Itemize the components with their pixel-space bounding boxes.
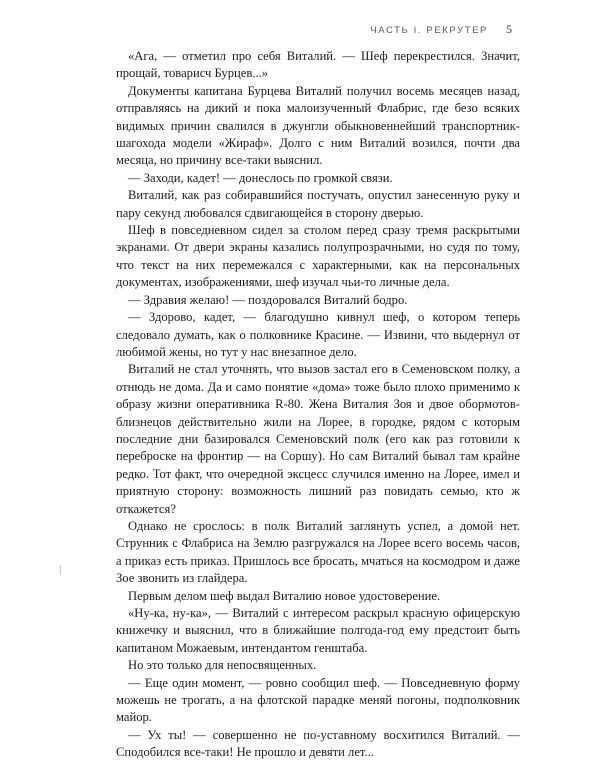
paragraph: Однако не срослось: в полк Виталий заглянуть успел, а домой нет. Струнник с Флабриса на Землю разгружался на Лорее всего восемь часов, а приказ есть приказ. Пришлось все бросать, мчаться на космодром и даже Зое звонить из глайдера. xyxy=(116,518,520,586)
chapter-title: ЧАСТЬ I. РЕКРУТЕР xyxy=(370,25,488,36)
paragraph: — Здорово, кадет, — благодушно кивнул шеф, о котором теперь следовало думать, как о полковнике Красине. — Извини, что выдернул от любимой жены, но тут у нас внезапное дело. xyxy=(116,310,520,359)
paragraph: Первым делом шеф выдал Виталию новое удостоверение. xyxy=(128,588,441,603)
paragraph: — Заходи, кадет! — донеслось по громкой связи. xyxy=(128,170,393,185)
paragraph: «Ага, — отметил про себя Виталий. — Шеф перекрестился. Значит, прощай, товарисч Бурцев...» xyxy=(116,49,520,81)
paragraph: Документы капитана Бурцева Виталий получил восемь месяцев назад, отправляясь на дикий и пока малоизученный Флабрис, где безо всяких видимых причин свалился в джунгли обыкновеннейший транспортник-шагохода модели «Жираф». Долго с ним Виталий возился, почти два месяца, но причину все-таки выяснил. xyxy=(116,83,520,168)
paragraph: «Ну-ка, ну-ка», — Виталий с интересом раскрыл красную офицерскую книжечку и выяснил, что в ближайшие полгода-год ему предстоит быть капитаном Можаевым, интендантом генштаба. xyxy=(116,606,520,655)
paragraph: Шеф в повседневном сидел за столом перед сразу тремя раскрытыми экранами. От двери экраны казались полупрозрачными, но судя по тому, что текст на них перемежался с характерными, как на персональных документах, изображениями, шеф изучал чьи-то личные дела. xyxy=(116,223,520,290)
paragraph: — Ух ты! — совершенно не по-уставному восхитился Виталий. — Сподобился все-таки! Не прошло и девяти лет... xyxy=(116,727,520,760)
paragraph: — Здравия желаю! — поздоровался Виталий бодро. xyxy=(128,292,408,307)
paragraph: — Еще один момент, — ровно сообщил шеф. — Повседневную форму можешь не трогать, а на флотской парадке меняй погоны, подполковник майор. xyxy=(116,675,520,725)
paragraph: Но это только для непосвященных. xyxy=(128,658,317,673)
paragraph: Виталий, как раз собиравшийся постучать, опустил занесенную руку и пару секунд любовался сдвигающейся в сторону дверью. xyxy=(116,188,520,220)
running-header xyxy=(370,22,512,37)
margin-mark xyxy=(60,565,61,575)
page-number: 5 xyxy=(506,22,512,36)
paragraph: Виталий не стал уточнять, что вызов застал его в Семеновском полку, а отнюдь не дома. Да и само понятие «дома» тоже было плохо применимо к образу жизни оперативника R-80. Жена Виталия Зоя и двое обормотов-близнецов действительно жили на Лорее, в городке, рядом с которым последние дни базировался Семеновский полк (его как раз готовили к переброске на фронтир — на Соршу). Но сам Виталий бывал там крайне редко. Тот факт, что очередной эксцесс случился именно на Лорее, имел и приятную сторону: возможность лишний раз повидать семью, кто ж откажется? xyxy=(116,362,520,516)
text-body xyxy=(116,48,520,762)
